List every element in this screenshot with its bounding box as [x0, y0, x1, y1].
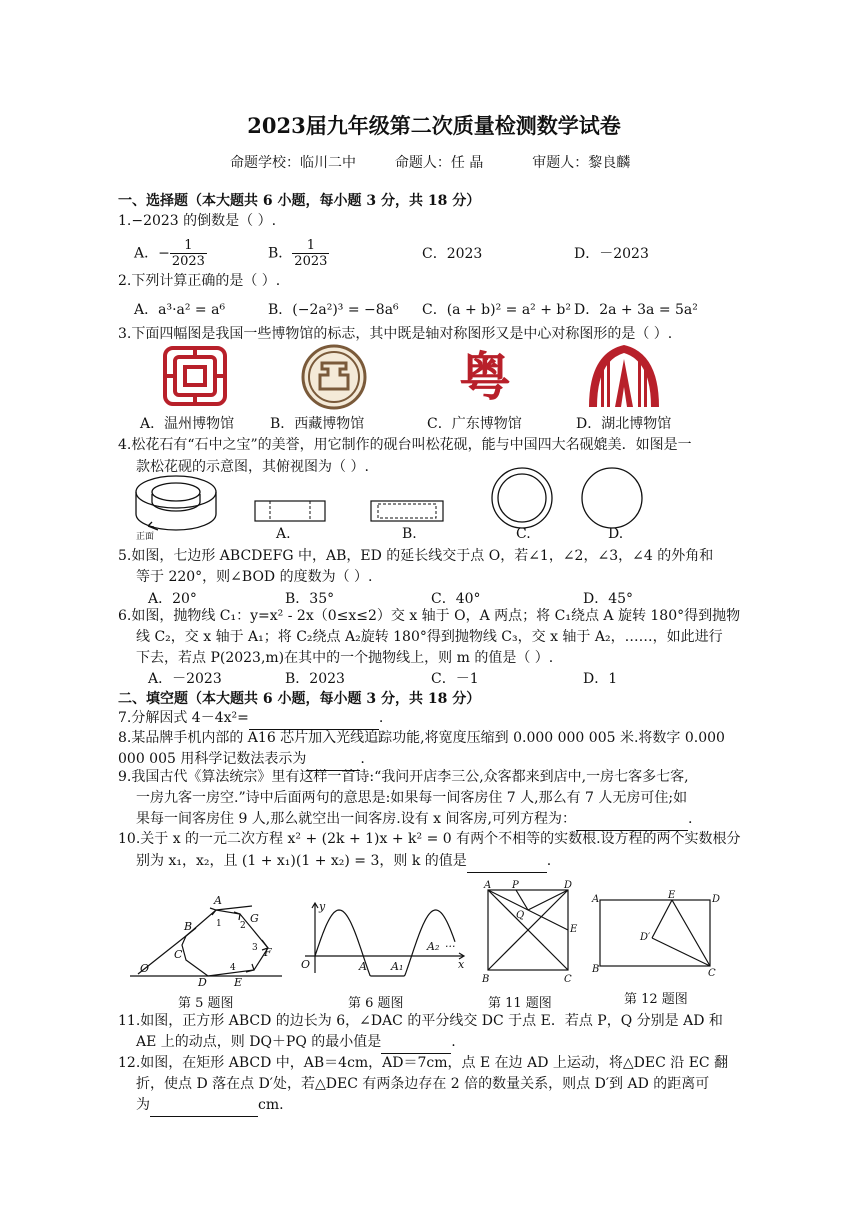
question-3-stem: 3.下面四幅图是我国一些博物馆的标志，其中既是轴对称图形又是中心对称图形的是（ ）. — [118, 326, 673, 342]
q2-option-c: C．(a + b)² = a² + b² — [422, 302, 571, 318]
svg-text:E: E — [234, 976, 243, 989]
q1-option-c: C．2023 — [422, 246, 483, 262]
svg-text:C: C — [174, 948, 183, 961]
exam-title: 2023届九年级第二次质量检测数学试卷 — [247, 113, 621, 138]
question-10-line-1: 10.关于 x 的一元二次方程 x² + (2k + 1)x + k² = 0 有两个不相等的实数根.设方程的两个实数根分 — [118, 831, 741, 847]
q4-option-c: C. — [516, 526, 531, 542]
q3-option-b: B．西藏博物馆 — [270, 416, 365, 432]
svg-text:x: x — [458, 958, 465, 971]
figure-12 — [588, 890, 728, 980]
wenzhou-museum-logo — [160, 343, 230, 409]
question-4-line-1: 4.松花石有“石中之宝”的美誉，用它制作的砚台叫松花砚，能与中国四大名砚媲美．如图是一 — [118, 437, 692, 453]
section-heading-2: 二、填空题（本大题共 6 小题，每小题 3 分，共 18 分） — [118, 691, 481, 707]
svg-text:B: B — [482, 974, 490, 985]
q3-option-c: C．广东博物馆 — [427, 416, 522, 432]
q6-option-c: C．－1 — [431, 671, 479, 687]
question-9-line-1: 9.我国古代《算法统宗》里有这样一首诗:“我问开店李三公,众客都来到店中,一房七客多七客, — [118, 769, 689, 785]
svg-text:1: 1 — [216, 919, 222, 929]
question-6-line-1: 6.如图，抛物线 C₁：y=x² - 2x（0≤x≤2）交 x 轴于 O，A 两点；将 C₁绕点 A 旋转 180°得到抛物 — [118, 608, 741, 624]
svg-text:O: O — [140, 962, 150, 975]
question-5-line-2: 等于 220°，则∠BOD 的度数为（ ）. — [136, 569, 373, 585]
q6-option-d: D．1 — [583, 671, 618, 687]
svg-text:B: B — [184, 920, 193, 933]
question-11-line-1: 11.如图，正方形 ABCD 的边长为 6，∠DAC 的平分线交 DC 于点 E．若点 P，Q 分别是 AD 和 — [118, 1013, 723, 1029]
reviewer: 审题人：黎良麟 — [532, 155, 631, 171]
figure-6-caption: 第 6 题图 — [348, 996, 404, 1011]
question-10-line-2: 别为 x₁，x₂，且 (1 + x₁)(1 + x₂) = 3，则 k 的值是 . — [136, 850, 551, 873]
svg-text:Q: Q — [516, 910, 525, 921]
svg-text:F: F — [264, 946, 272, 959]
inkstone-figure — [132, 470, 222, 540]
svg-text:C: C — [564, 974, 572, 985]
svg-text:D: D — [198, 976, 207, 989]
svg-text:A₂: A₂ — [427, 940, 440, 953]
section-heading-1: 一、选择题（本大题共 6 小题，每小题 3 分，共 18 分） — [118, 193, 481, 209]
top-view-b — [370, 500, 444, 522]
svg-text:O: O — [301, 958, 311, 971]
question-9-line-3: 果每一间客房住 9 人,那么就空出一间客房.设有 x 间客房,可列方程为： . — [136, 808, 692, 831]
exam-subtitle — [230, 152, 630, 172]
top-view-c — [490, 466, 554, 530]
question-2-stem: 2.下列计算正确的是（ ）. — [118, 273, 281, 289]
question-12-line-3: 为 cm. — [136, 1094, 284, 1117]
figure-5-caption: 第 5 题图 — [178, 996, 234, 1011]
svg-text:G: G — [250, 912, 259, 925]
q5-option-b: B．35° — [285, 591, 335, 607]
question-9-line-2: 一房九客一房空.”诗中后面两句的意思是:如果每一间客房住 7 人,那么有 7 人无房可住;如 — [136, 790, 688, 806]
svg-text:E: E — [668, 890, 676, 901]
hubei-museum-logo — [585, 343, 663, 409]
svg-text:A: A — [484, 880, 492, 891]
svg-text:P: P — [512, 880, 519, 891]
question-11-line-2: AE 上的动点，则 DQ＋PQ 的最小值是 . — [136, 1031, 456, 1054]
svg-text:A: A — [214, 894, 222, 907]
figure-6 — [295, 898, 475, 978]
figure-11 — [480, 880, 580, 990]
question-5-line-1: 5.如图，七边形 ABCDEFG 中，AB，ED 的延长线交于点 O，若∠1，∠2，∠3，∠4 的外角和 — [118, 548, 714, 564]
author: 命题人：任 晶 — [394, 155, 484, 171]
question-12-line-2: 折，使点 D 落在点 D′处，若△DEC 有两条边存在 2 倍的数量关系，则点 D′到 AD 的距离可 — [136, 1076, 710, 1092]
q5-option-c: C．40° — [431, 591, 481, 607]
question-6-line-2: 线 C₂，交 x 轴于 A₁；将 C₂绕点 A₂旋转 180°得到抛物线 C₃，交 x 轴于 A₂，……，如此进行 — [136, 629, 723, 645]
question-8-line-1: 8.某品牌手机内部的 A16 芯片加入光线追踪功能,将宽度压缩到 0.000 000 005 米.将数字 0.000 — [118, 730, 725, 746]
svg-text:D: D — [564, 880, 573, 891]
svg-text:正面: 正面 — [136, 532, 155, 542]
svg-text:A: A — [359, 960, 367, 973]
top-view-a — [254, 500, 326, 522]
svg-text:D′: D′ — [640, 932, 651, 943]
svg-text:A₁: A₁ — [391, 960, 404, 973]
q5-option-d: D．45° — [583, 591, 634, 607]
q2-option-d: D．2a + 3a = 5a² — [574, 302, 698, 318]
svg-text:2: 2 — [240, 921, 246, 931]
svg-text:y: y — [319, 900, 326, 913]
question-6-line-3: 下去，若点 P(2023,m)在其中的一个抛物线上，则 m 的值是（ ）. — [136, 650, 554, 666]
q4-option-a: A. — [276, 526, 291, 542]
svg-text:3: 3 — [252, 943, 258, 953]
question-8-line-2: 000 005 用科学记数法表示为 . — [118, 748, 365, 771]
q3-option-a: A．温州博物馆 — [140, 416, 235, 432]
question-1-stem: 1.−2023 的倒数是（ ）. — [118, 213, 277, 229]
svg-text:A: A — [592, 894, 600, 905]
top-view-d — [580, 466, 644, 530]
svg-text:D: D — [712, 894, 721, 905]
q5-option-a: A．20° — [148, 591, 197, 607]
svg-text:E: E — [570, 924, 578, 935]
svg-text:C: C — [708, 968, 716, 979]
q4-option-d: D. — [608, 526, 624, 542]
svg-text:B: B — [592, 964, 600, 975]
guangdong-museum-logo — [455, 343, 515, 407]
school: 命题学校：临川二中 — [230, 155, 356, 171]
q1-option-d: D．－2023 — [574, 246, 649, 262]
svg-text:4: 4 — [230, 963, 236, 973]
question-4-line-2: 款松花砚的示意图，其俯视图为（ ）. — [136, 459, 369, 475]
figure-11-caption: 第 11 题图 — [488, 996, 552, 1011]
tibet-museum-logo — [300, 343, 368, 411]
q1-option-b: B． $\frac{1}{2023}$ — [268, 238, 328, 269]
q3-option-d: D．湖北博物馆 — [576, 416, 672, 432]
figure-12-caption: 第 12 题图 — [624, 992, 688, 1007]
q6-option-a: A．－2023 — [148, 671, 222, 687]
q2-option-b: B．(−2a²)³ = −8a⁶ — [268, 302, 399, 318]
q4-option-b: B. — [402, 526, 417, 542]
q1-option-a: A．− $\frac{1}{2023}$ — [134, 238, 205, 269]
figure-5 — [128, 890, 288, 989]
svg-text:···: ··· — [445, 940, 456, 953]
q2-option-a: A．a³·a² = a⁶ — [134, 302, 226, 318]
question-12-line-1: 12.如图，在矩形 ABCD 中，AB＝4cm，AD＝7cm，点 E 在边 AD 上运动，将△DEC 沿 EC 翻 — [118, 1055, 729, 1071]
svg-text:粤: 粤 — [458, 348, 512, 408]
q6-option-b: B．2023 — [285, 671, 345, 687]
question-7: 7.分解因式 4－4x²= . — [118, 707, 383, 730]
